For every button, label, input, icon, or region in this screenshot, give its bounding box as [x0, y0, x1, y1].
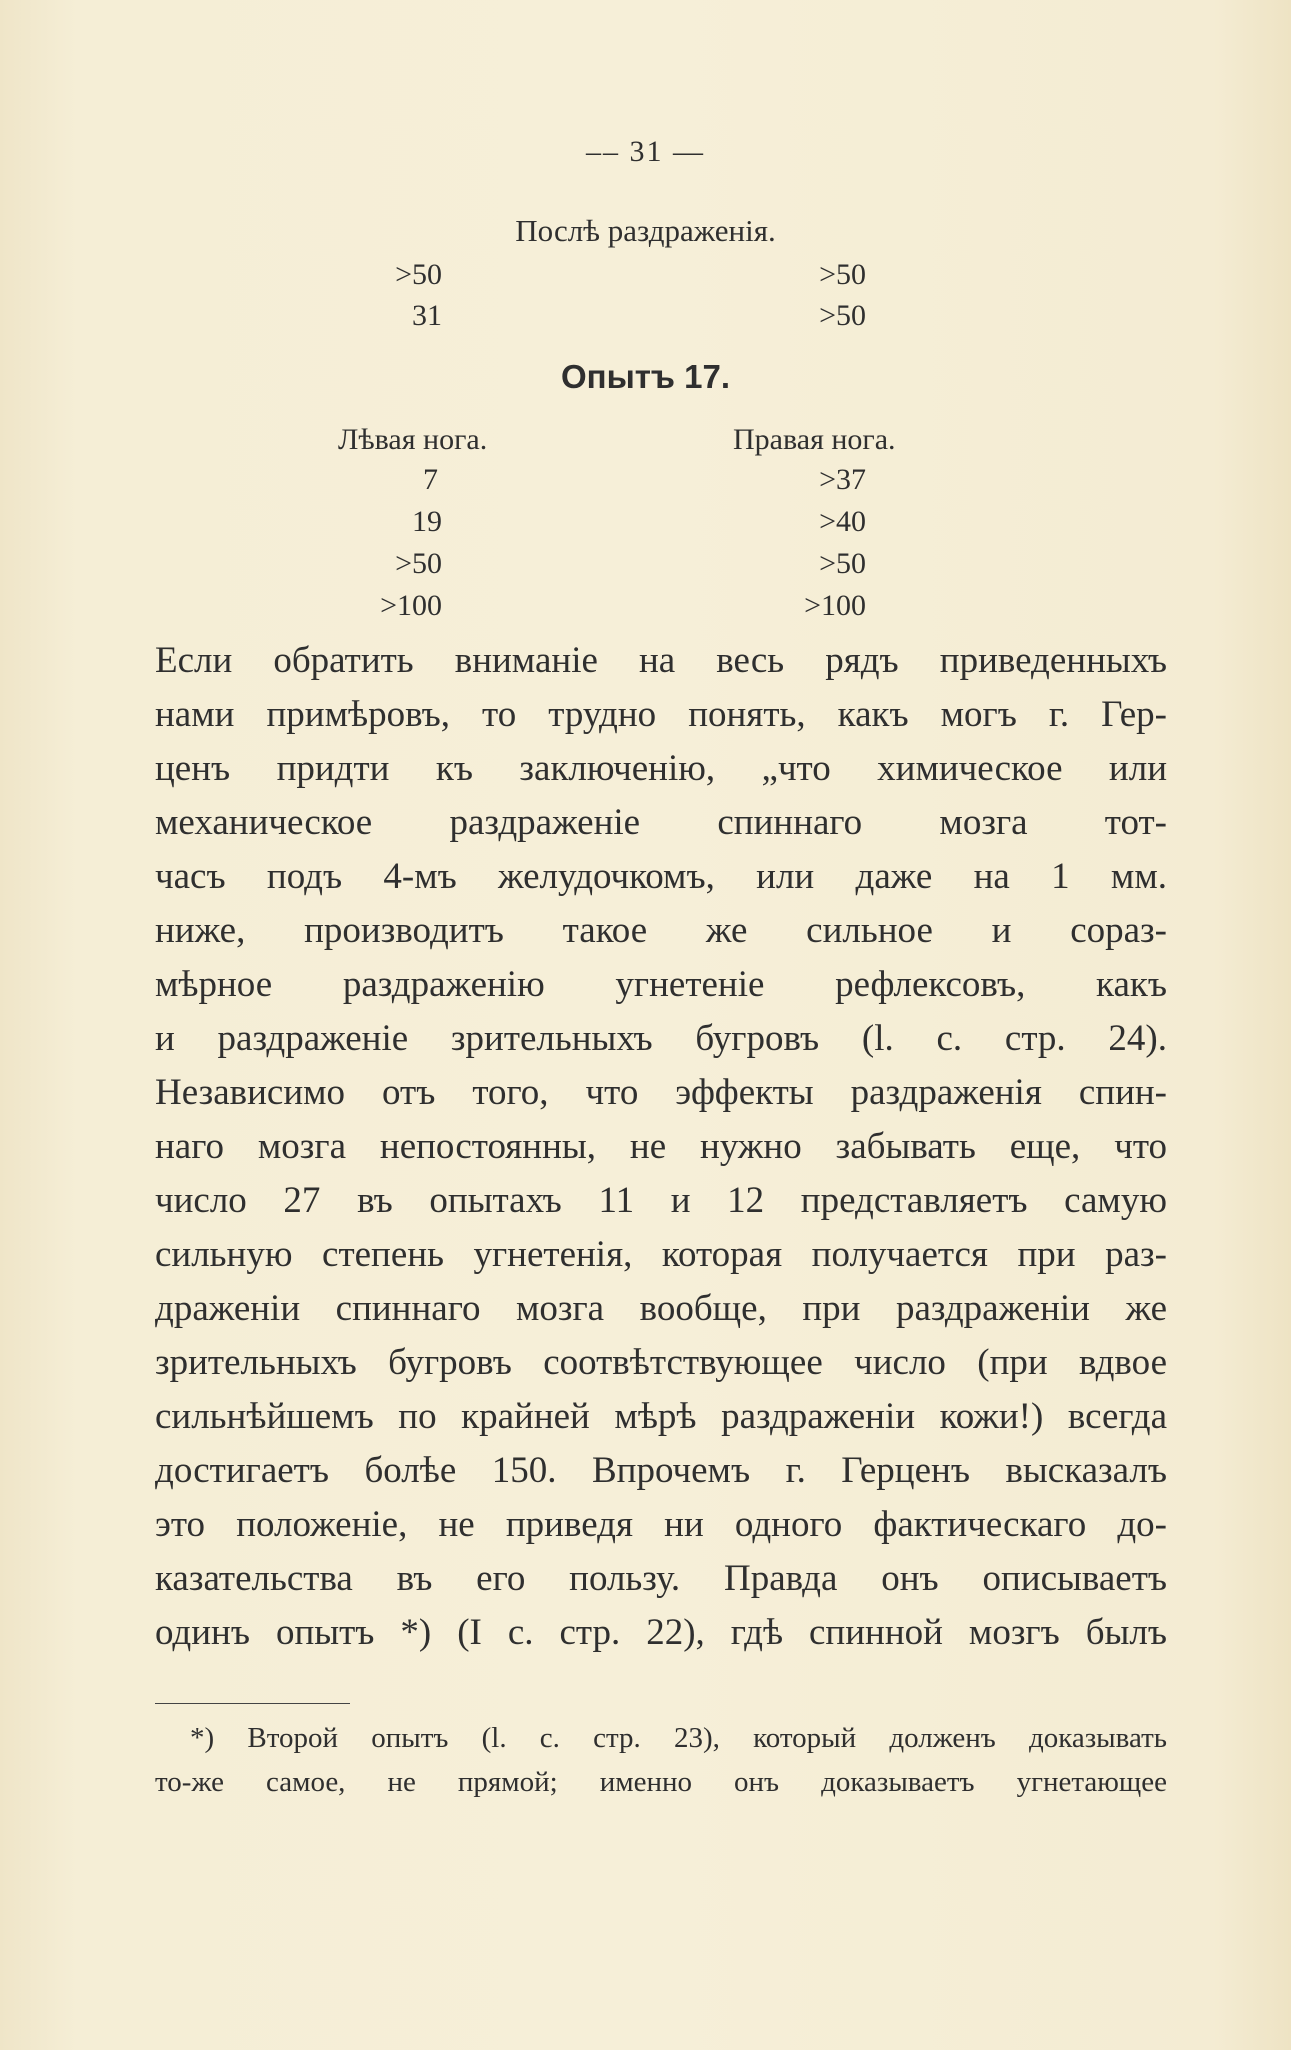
footnote-line: то-же самое, не прямой; именно онъ доказываетъ угнетающее: [155, 1766, 1167, 1798]
after-right-value-2: >50: [819, 299, 866, 332]
body-line: драженіи спиннаго мозга вообще, при раздраженіи же: [155, 1288, 1167, 1329]
body-line: казательства въ его пользу. Правда онъ описываетъ: [155, 1558, 1167, 1599]
right-leg-value-2: >40: [819, 505, 866, 538]
page-number: –– 31 —: [586, 135, 705, 168]
after-left-value-2: 31: [412, 299, 442, 332]
left-leg-value-1: 7: [423, 463, 438, 496]
left-leg-value-4: >100: [380, 589, 442, 622]
footnote-divider: [155, 1703, 350, 1704]
body-line: часъ подъ 4-мъ желудочкомъ, или даже на 1 мм.: [155, 856, 1167, 897]
left-leg-value-3: >50: [395, 547, 442, 580]
body-line: сильнѣйшемъ по крайней мѣрѣ раздраженіи кожи!) всегда: [155, 1396, 1167, 1437]
after-right-value-1: >50: [819, 258, 866, 291]
after-irritation-label: Послѣ раздраженія.: [515, 213, 776, 248]
body-line: наго мозга непостоянны, не нужно забывать еще, что: [155, 1126, 1167, 1167]
footnote: [155, 1716, 1167, 1804]
right-leg-header: Правая нога.: [733, 423, 896, 456]
footnote-line: *) Второй опытъ (l. c. стр. 23), который долженъ доказывать: [190, 1722, 1167, 1754]
body-line: число 27 въ опытахъ 11 и 12 представляетъ самую: [155, 1180, 1167, 1221]
experiment-title: Опытъ 17.: [560, 358, 731, 395]
right-leg-value-1: >37: [819, 463, 866, 496]
body-paragraph: [155, 634, 1167, 1660]
body-line: это положеніе, не приведя ни одного фактическаго до-: [155, 1504, 1167, 1545]
left-leg-value-2: 19: [412, 505, 442, 538]
body-line: Независимо отъ того, что эффекты раздраженія спин-: [155, 1072, 1167, 1113]
body-line: сильную степень угнетенія, которая получается при раз-: [155, 1234, 1167, 1275]
body-line: и раздраженіе зрительныхъ бугровъ (l. c. стр. 24).: [155, 1018, 1167, 1059]
body-line: достигаетъ болѣе 150. Впрочемъ г. Герценъ высказалъ: [155, 1450, 1167, 1491]
body-line: Если обратить вниманіе на весь рядъ приведенныхъ: [155, 640, 1167, 681]
body-line: ниже, производитъ такое же сильное и сораз-: [155, 910, 1167, 951]
body-line: зрительныхъ бугровъ соотвѣтствующее число (при вдвое: [155, 1342, 1167, 1383]
body-line: нами примѣровъ, то трудно понять, какъ могъ г. Гер-: [155, 694, 1167, 735]
body-line: мѣрное раздраженію угнетеніе рефлексовъ, какъ: [155, 964, 1167, 1005]
right-leg-value-4: >100: [804, 589, 866, 622]
body-line: механическое раздраженіе спиннаго мозга тот-: [155, 802, 1167, 843]
right-leg-value-3: >50: [819, 547, 866, 580]
body-line: ценъ придти къ заключенію, „что химическое или: [155, 748, 1167, 789]
body-line: одинъ опытъ *) (I с. стр. 22), гдѣ спинной мозгъ былъ: [155, 1612, 1167, 1653]
after-left-value-1: >50: [395, 258, 442, 291]
left-leg-header: Лѣвая нога.: [338, 423, 488, 456]
